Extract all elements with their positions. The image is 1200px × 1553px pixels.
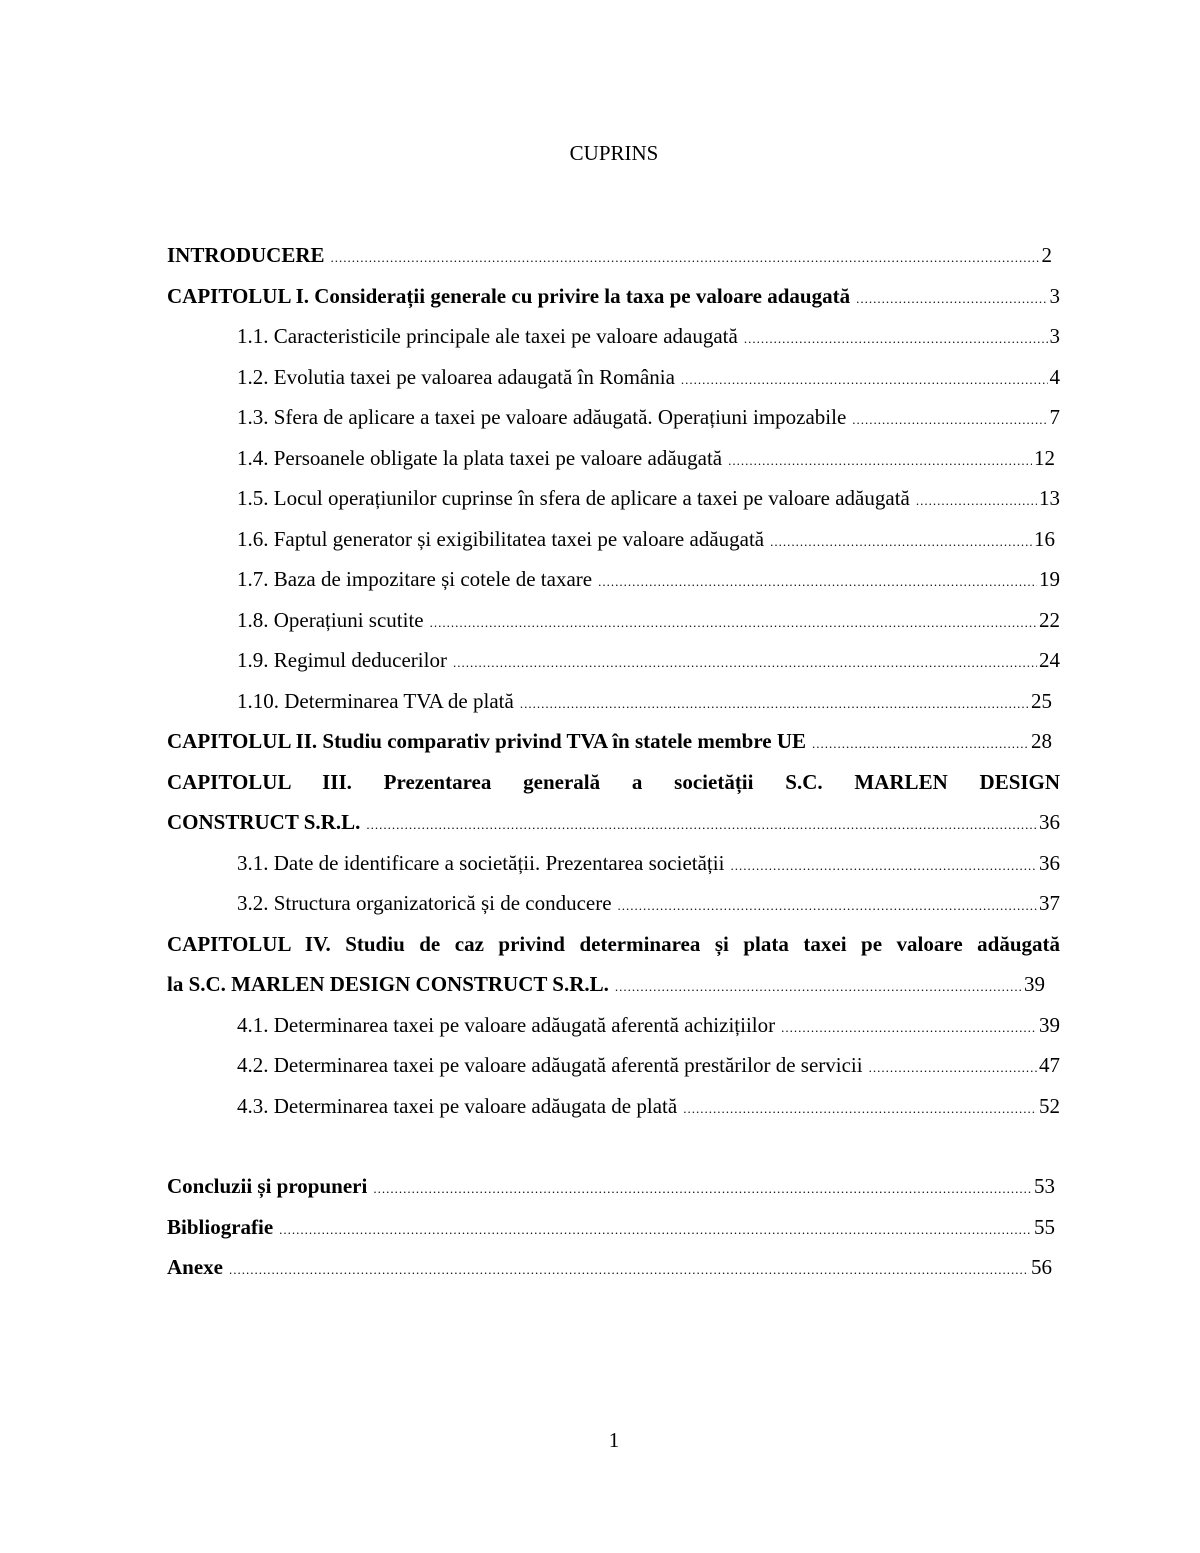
toc-entry-1-1[interactable] (167, 316, 1060, 357)
toc-entry-page: 52 (1039, 1093, 1060, 1118)
toc-entry-3-1[interactable] (167, 843, 1060, 884)
toc-entry-3-2[interactable] (167, 883, 1060, 924)
toc-entry-page: 28 (1031, 729, 1052, 753)
toc-entry-label: 1.2. Evolutia taxei pe valoarea adaugată în România (237, 364, 675, 389)
dot-leader (520, 684, 1029, 725)
heading-word: CAPITOLUL (167, 769, 291, 794)
heading-word: S.C. (785, 769, 823, 794)
toc-entry-label: 1.7. Baza de impozitare și cotele de taxare (237, 567, 593, 591)
toc-entry-label: Concluzii și propuneri (167, 1174, 368, 1198)
toc-entry-label: 4.2. Determinarea taxei pe valoare adăugată aferentă prestărilor de servicii (237, 1053, 863, 1077)
toc-entry-page: 25 (1031, 688, 1052, 713)
toc-entry-label: 1.10. Determinarea TVA de plată (237, 688, 514, 713)
toc-entry-anexe[interactable] (167, 1247, 1052, 1288)
toc-entry-4-1[interactable] (167, 1005, 1060, 1046)
toc-entry-label: 4.1. Determinarea taxei pe valoare adăugată aferentă achizițiilor (237, 1012, 776, 1037)
toc-entry-label: 4.3. Determinarea taxei pe valoare adăugata de plată (237, 1093, 678, 1118)
toc-entry-capitolul-1[interactable] (167, 276, 1060, 317)
dot-leader (730, 846, 1037, 887)
toc-entry-page: 47 (1039, 1053, 1060, 1077)
toc-entry-page: 7 (1049, 405, 1060, 429)
dot-leader (869, 1048, 1037, 1089)
dot-leader (770, 522, 1032, 563)
toc-entry-page: 56 (1031, 1255, 1052, 1279)
toc-entry-label: 1.1. Caracteristicile principale ale taxei pe valoare adaugată (237, 324, 738, 348)
toc-entry-1-5[interactable] (167, 478, 1060, 519)
dot-leader (781, 1008, 1037, 1049)
table-of-contents (167, 235, 1060, 1288)
toc-entry-label: 1.3. Sfera de aplicare a taxei pe valoare adăugată. Operațiuni impozabile (237, 405, 847, 429)
toc-entry-page: 39 (1039, 1012, 1060, 1037)
dot-leader (683, 1089, 1037, 1130)
toc-entry-capitolul-2[interactable] (167, 721, 1052, 762)
toc-entry-1-10[interactable] (167, 681, 1052, 722)
toc-entry-label: 1.8. Operațiuni scutite (237, 607, 424, 632)
heading-word: III. (322, 769, 352, 794)
toc-entry-4-2[interactable] (167, 1045, 1060, 1086)
toc-entry-label: INTRODUCERE (167, 243, 325, 267)
dot-leader (279, 1210, 1032, 1251)
toc-entry-label: 1.9. Regimul deducerilor (237, 648, 447, 672)
toc-entry-page: 36 (1039, 850, 1060, 875)
toc-entry-page: 39 (1024, 972, 1045, 996)
toc-entry-page: 3 (1049, 283, 1060, 308)
toc-entry-page: 37 (1039, 891, 1060, 915)
toc-entry-page: 36 (1039, 810, 1060, 834)
toc-entry-label: 1.5. Locul operațiunilor cuprinse în sfera de aplicare a taxei pe valoare adăugată (237, 486, 910, 510)
toc-entry-page: 13 (1039, 486, 1060, 510)
toc-entry-page: 53 (1034, 1174, 1055, 1198)
dot-leader (453, 643, 1037, 684)
dot-leader (615, 967, 1022, 1008)
toc-entry-concluzii[interactable] (167, 1166, 1055, 1207)
dot-leader (681, 360, 1048, 401)
toc-entry-page: 12 (1034, 445, 1055, 470)
toc-entry-introducere[interactable] (167, 235, 1052, 276)
toc-entry-1-2[interactable] (167, 357, 1060, 398)
dot-leader (331, 238, 1040, 279)
toc-entry-1-4[interactable] (167, 438, 1055, 479)
toc-entry-1-3[interactable] (167, 397, 1060, 438)
toc-entry-1-8[interactable] (167, 600, 1060, 641)
toc-entry-1-7[interactable] (167, 559, 1060, 600)
toc-entry-label: 1.4. Persoanele obligate la plata taxei pe valoare adăugată (237, 445, 723, 470)
dot-leader (856, 279, 1047, 320)
toc-entry-page: 55 (1034, 1214, 1055, 1239)
toc-entry-capitolul-3[interactable] (167, 802, 1060, 843)
toc-entry-capitolul-4[interactable] (167, 964, 1045, 1005)
toc-entry-label: CAPITOLUL II. Studiu comparativ privind TVA în statele membre UE (167, 729, 807, 753)
toc-entry-label: 3.1. Date de identificare a societății. Prezentarea societății (237, 850, 725, 875)
dot-leader (744, 319, 1048, 360)
toc-entry-label: Bibliografie (167, 1214, 274, 1239)
toc-entry-capitolul-3-line1[interactable] (167, 762, 1060, 803)
toc-entry-label: Anexe (167, 1255, 223, 1279)
toc-entry-page: 2 (1041, 243, 1052, 267)
toc-entry-page: 22 (1039, 607, 1060, 632)
heading-word: generală (523, 769, 601, 794)
page-number: 1 (608, 1428, 620, 1452)
dot-leader (812, 724, 1029, 765)
toc-entry-page: 3 (1049, 324, 1060, 348)
toc-entry-page: 19 (1039, 567, 1060, 591)
dot-leader (852, 400, 1047, 441)
dot-leader (916, 481, 1037, 522)
heading-word: a (631, 769, 643, 794)
toc-entry-1-9[interactable] (167, 640, 1060, 681)
toc-entry-capitolul-4-line1[interactable] (167, 924, 1060, 965)
toc-entry-page: 24 (1039, 648, 1060, 672)
toc-entry-page: 16 (1034, 526, 1055, 551)
page-title: CUPRINS (569, 141, 659, 165)
toc-entry-4-3[interactable] (167, 1086, 1060, 1127)
dot-leader (373, 1169, 1032, 1210)
toc-entry-label: la S.C. MARLEN DESIGN CONSTRUCT S.R.L. (167, 972, 609, 996)
toc-entry-label: 3.2. Structura organizatorică și de conducere (237, 891, 612, 915)
heading-word: DESIGN (979, 769, 1061, 794)
heading-word: Prezentarea (383, 769, 492, 794)
heading-word: societății (674, 769, 754, 794)
toc-entry-label: CAPITOLUL I. Considerații generale cu privire la taxa pe valoare adaugată (167, 283, 851, 308)
dot-leader (598, 562, 1037, 603)
toc-entry-bibliografie[interactable] (167, 1207, 1055, 1248)
dot-leader (618, 886, 1037, 927)
spacer (167, 1126, 1060, 1166)
heading-text: CAPITOLUL IV. Studiu de caz privind determinarea și plata taxei pe valoare adăugată (167, 931, 1060, 956)
dot-leader (430, 603, 1037, 644)
toc-entry-label: CONSTRUCT S.R.L. (167, 810, 361, 834)
toc-entry-label: 1.6. Faptul generator și exigibilitatea taxei pe valoare adăugată (237, 526, 765, 551)
toc-entry-1-6[interactable] (167, 519, 1055, 560)
dot-leader (229, 1250, 1029, 1291)
toc-entry-page: 4 (1049, 364, 1060, 389)
dot-leader (366, 805, 1037, 846)
heading-word: MARLEN (854, 769, 948, 794)
dot-leader (728, 441, 1032, 482)
